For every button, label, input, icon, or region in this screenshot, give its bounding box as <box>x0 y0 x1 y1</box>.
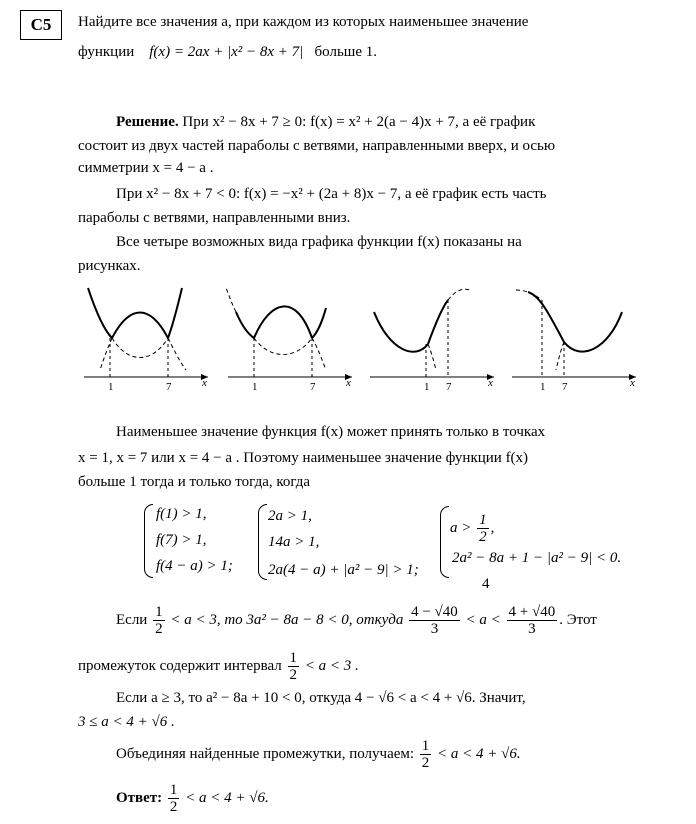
g3-tick1: 1 <box>424 381 430 393</box>
g4-tick1: 1 <box>540 381 546 393</box>
sys3-line1: a > $\frac{1}{2}$ , <box>450 512 495 545</box>
solution-line3: симметрии x = 4 − a . <box>78 160 214 176</box>
sys2-line2: 14a > 1, <box>268 534 320 550</box>
sys3-line2: 2a² − 8a + 1 − |a² − 9| < 0. <box>452 550 622 566</box>
stray-digit: 4 <box>482 576 490 592</box>
solution-line6: Все четыре возможных вида графика функции f(x) показаны на <box>116 234 522 250</box>
problem-label: C5 <box>20 10 62 40</box>
graph-1 <box>84 288 208 380</box>
g4-axis-label: x <box>630 377 635 389</box>
solution-line1: Решение. При x² − 8x + 7 ≥ 0: f(x) = x² + 2(a − 4)x + 7, а её график <box>116 114 536 130</box>
g1-axis-label: x <box>202 377 207 389</box>
case2-line2: 3 ≤ a < 4 + √6 . <box>78 714 175 730</box>
g3-axis-label: x <box>488 377 493 389</box>
g1-tick7: 7 <box>166 381 172 393</box>
union-line: Объединяя найденные промежутки, получаем: $\frac{1}{2}$ < a < 4 + √6. <box>116 738 521 771</box>
graph-2 <box>226 288 352 380</box>
sys2-line1: 2a > 1, <box>268 508 312 524</box>
g1-tick1: 1 <box>108 381 114 393</box>
brace-3 <box>440 506 449 578</box>
g3-tick7: 7 <box>446 381 452 393</box>
g2-tick7: 7 <box>310 381 316 393</box>
answer-line: Ответ: $\frac{1}{2}$ < a < 4 + √6. <box>116 782 269 815</box>
case1-line2: промежуток содержит интервал $\frac{1}{2}$ < a < 3 . <box>78 650 359 683</box>
graph-3 <box>370 289 494 380</box>
sys2-line3: 2a(4 − a) + |a² − 9| > 1; <box>268 562 419 578</box>
sys1-line1: f(1) > 1, <box>156 506 207 522</box>
brace-2 <box>258 504 267 580</box>
graph-4 <box>512 290 636 380</box>
case1-line1: Если $\frac{1}{2}$ < a < 3, то 3a² − 8a − 8 < 0, откуда $\frac{4 - √40}{3}$ < a < $\frac{4 + √40}{3}$ . Этот <box>116 604 597 637</box>
problem-line1: Найдите все значения a, при каждом из которых наименьшее значение <box>78 14 529 30</box>
solution-line5: параболы с ветвями, направленными вниз. <box>78 210 351 226</box>
case2-line1: Если a ≥ 3, то a² − 8a + 10 < 0, откуда 4 − √6 < a < 4 + √6. Значит, <box>116 690 526 706</box>
graphs-figure <box>70 282 650 400</box>
g2-axis-label: x <box>346 377 351 389</box>
solution-line2: состоит из двух частей параболы с ветвями, направленными вверх, и осью <box>78 138 556 154</box>
solution-line8: Наименьшее значение функция f(x) может принять только в точках <box>116 424 546 440</box>
solution-line7: рисунках. <box>78 258 141 274</box>
function-formula: f(x) = 2ax + |x² − 8x + 7| <box>149 44 304 60</box>
brace-1 <box>144 504 153 578</box>
solution-line9: x = 1, x = 7 или x = 4 − a . Поэтому наименьшее значение функции f(x) <box>78 450 529 466</box>
g2-tick1: 1 <box>252 381 258 393</box>
sys1-line3: f(4 − a) > 1; <box>156 558 233 574</box>
solution-line4: При x² − 8x + 7 < 0: f(x) = −x² + (2a + 8)x − 7, а её график есть часть <box>116 186 547 202</box>
problem-line2: функции f(x) = 2ax + |x² − 8x + 7| больше 1. <box>78 44 377 60</box>
g4-tick7: 7 <box>562 381 568 393</box>
solution-line10: больше 1 тогда и только тогда, когда <box>78 474 311 490</box>
sys1-line2: f(7) > 1, <box>156 532 207 548</box>
